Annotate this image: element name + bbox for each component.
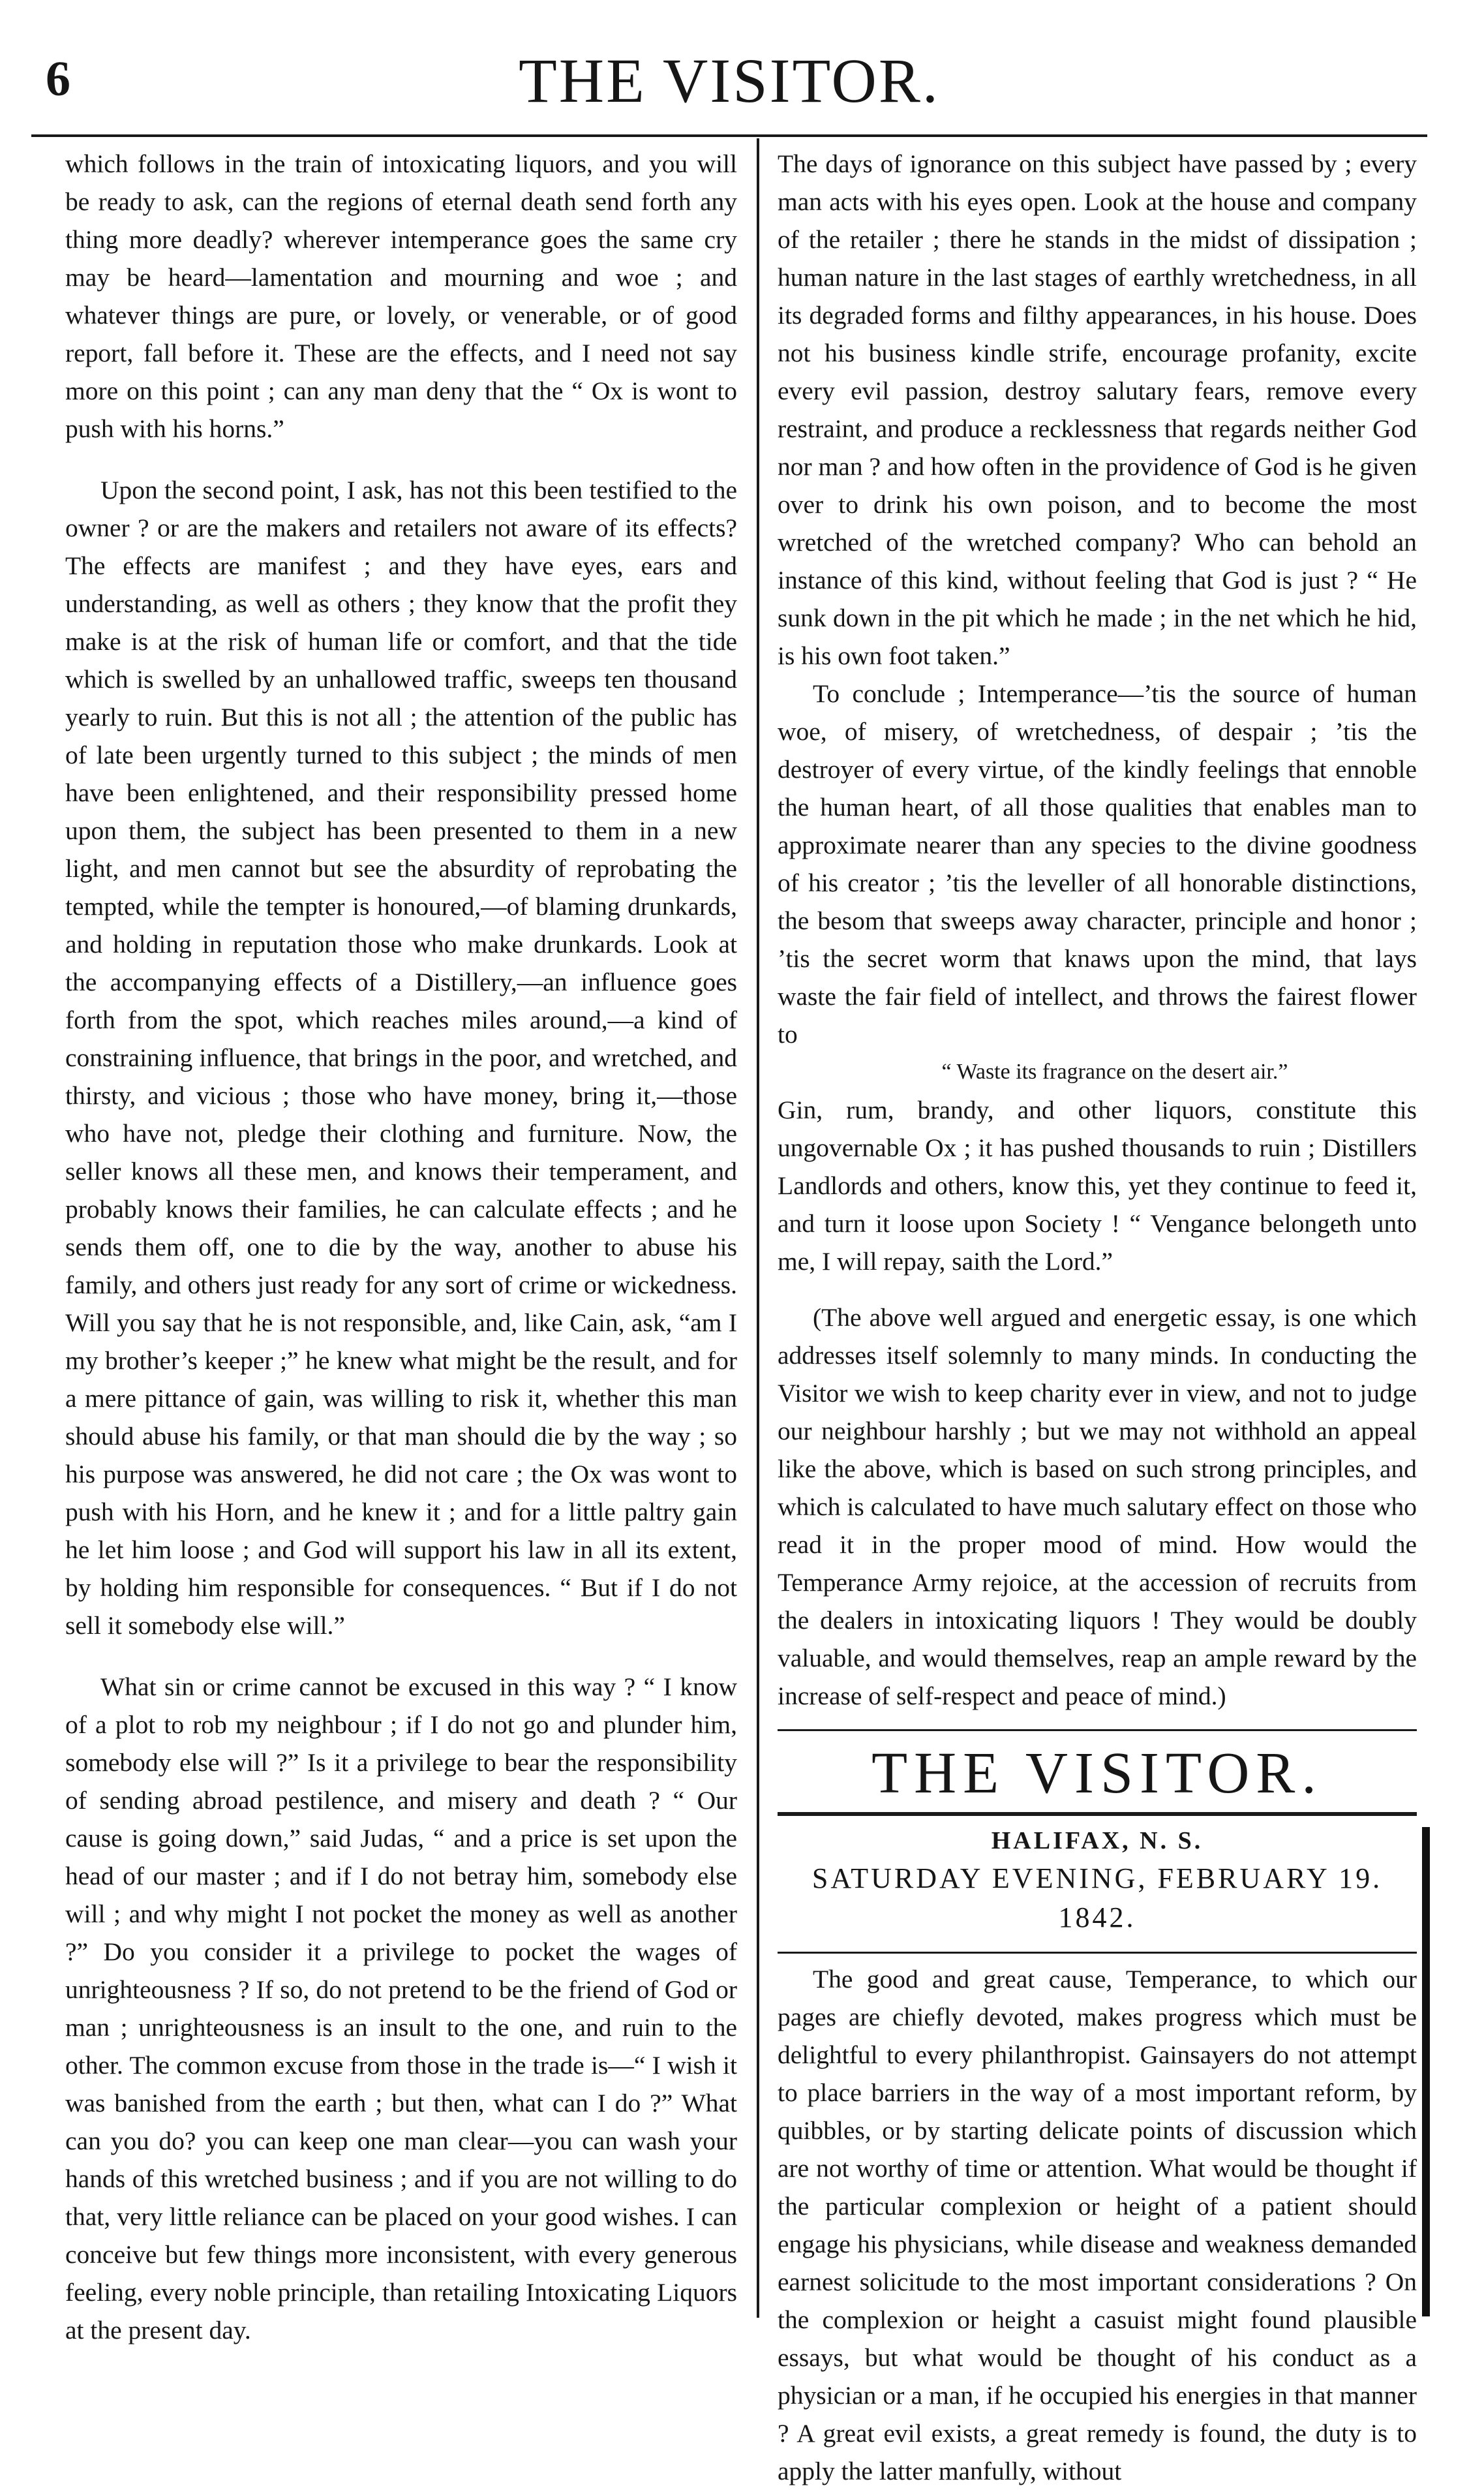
dateline-date: SATURDAY EVENING, FEBRUARY 19. 1842. bbox=[811, 1862, 1383, 1933]
header-rule bbox=[31, 134, 1427, 137]
section-rule bbox=[778, 1729, 1417, 1731]
verse-quote: “ Waste its fragrance on the desert air.” bbox=[941, 1060, 1288, 1084]
paragraph: What sin or crime cannot be excused in this way ? “ I know of a plot to rob my neighbour ; if I do not go and plunder him, somebody else will ?” Is it a privilege to bear the responsibility of sending abroad pestilence, and misery and death ? “ Our cause is going down,” said Judas, “ and a price is set upon the head of our master ; and if I do not betray him, somebody else will ; and why might I not pocket the money as well as another ?” Do you consider it a privilege to pocket the wages of unrighteousness ? If so, do not pretend to be the friend of God or man ; unrighteousness is an insult to the one, and ruin to the other. The common excuse from those in the trade is—“ I wish it was banished from the earth ; but then, what can I do ?” What can you do? you can keep one man clear—you can wash your hands of this wretched business ; and if you are not willing to do that, very little reliance can be placed on your good wishes. I can conceive but few things more inconsistent, with every generous feeling, every noble principle, than retailing Intoxicating Liquors at the present day. bbox=[65, 1672, 737, 2344]
paragraph: The days of ignorance on this subject have passed by ; every man acts with his eyes open. Look at the house and company of the retailer ; there he stands in the midst of dissipation ; human nature in the last stages of earthly wretchedness, in all its degraded forms and filthy appearances, in his house. Does not his business kindle strife, encourage profanity, excite every evil passion, destroy salutary fears, remove every restraint, and produce a recklessness that regards neither God nor man ? and how often in the providence of God is he given over to drink his own poison, and to become the most wretched of the wretched company? Who can behold an instance of this kind, without feeling that God is just ? “ He sunk down in the pit which he made ; in the net which he hid, is his own foot taken.” bbox=[778, 149, 1417, 670]
paragraph: which follows in the train of intoxicating liquors, and you will be ready to ask, can the regions of eternal death send forth any thing more deadly? wherever intemperance goes the same cry may be heard—lamentation and mourning and woe ; and whatever things are pure, or lovely, or venerable, or of good report, fall before it. These are the effects, and I need not say more on this point ; can any man deny that the “ Ox is wont to push with his horns.” bbox=[65, 149, 737, 443]
section-rule bbox=[778, 1812, 1417, 1816]
binding-edge bbox=[1422, 1827, 1430, 2316]
page-number: 6 bbox=[46, 52, 70, 106]
paragraph: To conclude ; Intemperance—’tis the source of human woe, of misery, of wretchedness, of despair ; ’tis the destroyer of every virtue, of the kindly feelings that ennoble the human heart, of all those qualities that enables man to approximate nearer than any species to the divine goodness of his creator ; ’tis the leveller of all honorable distinctions, the besom that sweeps away character, principle and honor ; ’tis the secret worm that knaws upon the mind, that lays waste the fair field of intellect, and throws the fairest flower to bbox=[778, 679, 1417, 1049]
right-column bbox=[778, 145, 1417, 2490]
masthead-title: THE VISITOR. bbox=[519, 46, 940, 115]
section-rule bbox=[778, 1952, 1417, 1954]
paragraph: Gin, rum, brandy, and other liquors, constitute this ungovernable Ox ; it has pushed thousands to ruin ; Distillers Landlords and others, know this, yet they continue to feed it, and turn it loose upon Society ! “ Vengance belongeth unto me, I will repay, saith the Lord.” bbox=[778, 1096, 1417, 1276]
page-header bbox=[31, 39, 1427, 137]
paragraph: Upon the second point, I ask, has not this been testified to the owner ? or are the makers and retailers not aware of its effects? The effects are manifest ; and they have eyes, ears and understanding, as well as others ; they know that the profit they make is at the risk of human life or comfort, and that the tide which is swelled by an unhallowed traffic, sweeps ten thousand yearly to ruin. But this is not all ; the attention of the public has of late been urgently turned to this subject ; the minds of men have been enlightened, and their responsibility pressed home upon them, the subject has been presented to them in a new light, and men cannot but see the absurdity of reprobating the tempted, while the tempter is honoured,—of blaming drunkards, and holding in reputation those who make drunkards. Look at the accompanying effects of a Distillery,—an influence goes forth from the spot, which reaches miles around,—a kind of constraining influence, that brings in the poor, and wretched, and thirsty, and vicious ; those who have money, bring it,—those who have not, pledge their clothing and furniture. Now, the seller knows all these men, and knows their temperament, and probably knows their families, he can calculate effects ; and he sends them off, one to die by the way, another to abuse his family, and others just ready for any sort of crime or wickedness. Will you say that he is not responsible, and, like Cain, ask, “am I my brother’s keeper ;” he knew what might be the result, and for a mere pittance of gain, was willing to risk it, whether this man should abuse his family, or that man should die by the way ; so his purpose was answered, he did not care ; the Ox was wont to push with his Horn, and he knew it ; and for a little paltry gain he let him loose ; and God will support his law in all its extent, by holding him responsible for consequences. “ But if I do not sell it somebody else will.” bbox=[65, 476, 737, 1640]
dateline-city: HALIFAX, N. S. bbox=[991, 1827, 1204, 1854]
paragraph: The good and great cause, Temperance, to which our pages are chiefly devoted, makes progress which must be delightful to every philanthropist. Gainsayers do not attempt to place barriers in the way of a most important reform, by quibbles, or by starting delicate points of discussion which are not worthy of time or attention. What would be thought if the particular complexion or height of a patient should engage his physicians, while disease and weakness demanded earnest solicitude to the most important considerations ? On the complexion or height a casuist might found plausible essays, but what would be thought of his conduct as a physician or a man, if he occupied his energies in that manner ? A great evil exists, a great remedy is found, the duty is to apply the latter manfully, without bbox=[778, 1965, 1417, 2485]
editor-note-text: (The above well argued and energetic essay, is one which addresses itself solemnly to many minds. In conducting the Visitor we wish to keep charity ever in view, and not to judge our neighbour harshly ; but we may not withhold an appeal like the above, which is based on such strong principles, and which is calculated to have much salutary effect on those who read it in the proper mood of mind. How would the Temperance Army rejoice, at the accession of recruits from the dealers in intoxicating liquors ! They would be doubly valuable, and would themselves, reap an ample reward by the increase of self-respect and peace of mind.) bbox=[778, 1303, 1417, 1710]
editor-note bbox=[778, 1299, 1417, 1715]
section-title: THE VISITOR. bbox=[871, 1741, 1323, 1806]
column-divider bbox=[757, 138, 759, 2318]
left-column bbox=[65, 145, 737, 2349]
